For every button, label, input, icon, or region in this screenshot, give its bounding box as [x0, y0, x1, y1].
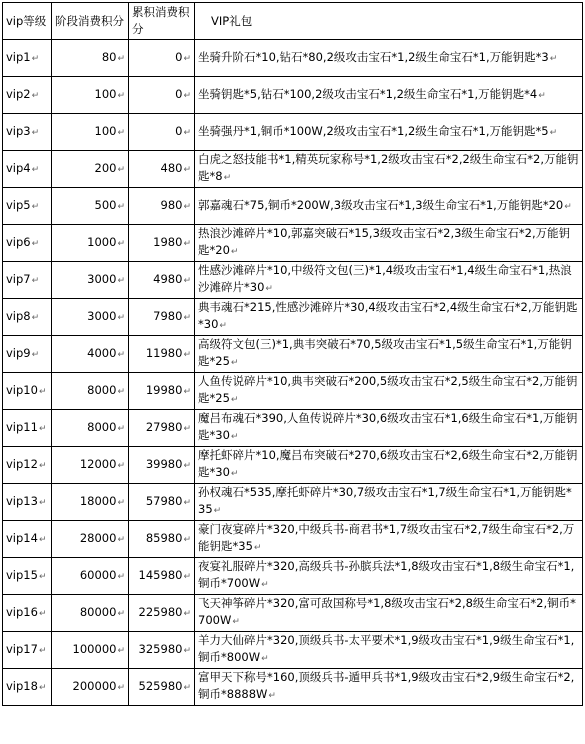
cell-stage-points: 18000↵: [52, 484, 129, 521]
cell-total-points: 11980↵: [129, 336, 195, 373]
cell-stage-points: 28000↵: [52, 521, 129, 558]
table-row: [3, 40, 583, 77]
paragraph-mark-icon: ↵: [38, 608, 47, 619]
table-row: [3, 188, 583, 225]
cell-gift: 郭嘉魂石*75,铜币*200W,3级攻击宝石*1,3级生命宝石*1,万能钥匙*20↵: [195, 188, 583, 225]
cell-level: vip12↵: [3, 447, 52, 484]
header-level: vip等级: [3, 3, 52, 40]
table-row: [3, 336, 583, 373]
paragraph-mark-icon: ↵: [183, 534, 191, 545]
paragraph-mark-icon: ↵: [538, 90, 546, 101]
paragraph-mark-icon: ↵: [31, 275, 40, 286]
paragraph-mark-icon: ↵: [183, 423, 191, 434]
cell-level: vip11↵: [3, 410, 52, 447]
paragraph-mark-icon: ↵: [38, 386, 47, 397]
cell-level: vip8↵: [3, 299, 52, 336]
cell-stage-points: 8000↵: [52, 373, 129, 410]
cell-stage-points: 200000↵: [52, 669, 129, 706]
paragraph-mark-icon: ↵: [117, 164, 125, 175]
paragraph-mark-icon: ↵: [38, 497, 47, 508]
cell-level: vip2↵: [3, 77, 52, 114]
cell-level: vip9↵: [3, 336, 52, 373]
cell-stage-points: 12000↵: [52, 447, 129, 484]
table-body: [3, 40, 583, 706]
table-row: [3, 373, 583, 410]
cell-total-points: 4980↵: [129, 262, 195, 299]
cell-level: vip7↵: [3, 262, 52, 299]
paragraph-mark-icon: ↵: [117, 682, 125, 693]
cell-gift: 羊力大仙碎片*320,顶级兵书-太平要术*1,9级攻击宝石*1,9级生命宝石*1,铜币*800W↵: [195, 632, 583, 669]
paragraph-mark-icon: ↵: [549, 127, 558, 138]
cell-stage-points: 500↵: [52, 188, 129, 225]
cell-level: vip10↵: [3, 373, 52, 410]
cell-stage-points: 100↵: [52, 77, 129, 114]
paragraph-mark-icon: ↵: [183, 201, 191, 212]
table-row: [3, 632, 583, 669]
cell-total-points: 0↵: [129, 77, 195, 114]
paragraph-mark-icon: ↵: [31, 127, 40, 138]
table-row: [3, 595, 583, 632]
cell-stage-points: 80↵: [52, 40, 129, 77]
paragraph-mark-icon: ↵: [219, 321, 227, 331]
paragraph-mark-icon: ↵: [253, 543, 262, 553]
paragraph-mark-icon: ↵: [230, 395, 239, 405]
cell-stage-points: 3000↵: [52, 299, 129, 336]
paragraph-mark-icon: ↵: [265, 284, 273, 294]
cell-total-points: 225980↵: [129, 595, 195, 632]
paragraph-mark-icon: ↵: [38, 423, 47, 434]
cell-total-points: 27980↵: [129, 410, 195, 447]
cell-gift: 富甲天下称号*160,顶级兵书-遁甲兵书*1,9级攻击宝石*2,9级生命宝石*2,铜币*8888W↵: [195, 669, 583, 706]
table-row: [3, 484, 583, 521]
table-row: [3, 521, 583, 558]
cell-gift: 白虎之怒技能书*1,精英玩家称号*1,2级攻击宝石*2,2级生命宝石*2,万能钥匙*8↵: [195, 151, 583, 188]
paragraph-mark-icon: ↵: [564, 201, 572, 212]
cell-total-points: 7980↵: [129, 299, 195, 336]
cell-level: vip13↵: [3, 484, 52, 521]
cell-level: vip4↵: [3, 151, 52, 188]
cell-stage-points: 100↵: [52, 114, 129, 151]
cell-gift: 豪门夜宴碎片*320,中级兵书-商君书*1,7级攻击宝石*2,7级生命宝石*2,万能钥匙*35↵: [195, 521, 583, 558]
cell-total-points: 325980↵: [129, 632, 195, 669]
cell-total-points: 57980↵: [129, 484, 195, 521]
paragraph-mark-icon: ↵: [38, 534, 47, 545]
paragraph-mark-icon: ↵: [117, 349, 125, 360]
header-total-points: 累积消费积分: [129, 3, 195, 40]
cell-gift: 夜宴礼服碎片*320,高级兵书-孙膑兵法*1,8级攻击宝石*1,8级生命宝石*1,铜币*700W↵: [195, 558, 583, 595]
cell-level: vip1↵: [3, 40, 52, 77]
cell-level: vip3↵: [3, 114, 52, 151]
paragraph-mark-icon: ↵: [31, 238, 40, 249]
cell-gift: 坐骑强丹*1,铜币*100W,2级攻击宝石*1,2级生命宝石*1,万能钥匙*5↵: [195, 114, 583, 151]
paragraph-mark-icon: ↵: [117, 238, 125, 249]
cell-gift: 性感沙滩碎片*10,中级符文包(三)*1,4级攻击宝石*1,4级生命宝石*1,热浪沙滩碎片*30↵: [195, 262, 583, 299]
paragraph-mark-icon: ↵: [183, 645, 191, 656]
cell-total-points: 480↵: [129, 151, 195, 188]
paragraph-mark-icon: ↵: [183, 275, 191, 286]
cell-gift: 孙权魂石*535,摩托虾碎片*30,7级攻击宝石*1,7级生命宝石*1,万能钥匙*35↵: [195, 484, 583, 521]
cell-level: vip15↵: [3, 558, 52, 595]
cell-stage-points: 100000↵: [52, 632, 129, 669]
paragraph-mark-icon: ↵: [31, 90, 40, 101]
cell-level: vip6↵: [3, 225, 52, 262]
paragraph-mark-icon: ↵: [183, 127, 191, 138]
paragraph-mark-icon: ↵: [261, 580, 269, 590]
table-row: [3, 262, 583, 299]
paragraph-mark-icon: ↵: [183, 90, 191, 101]
paragraph-mark-icon: ↵: [117, 571, 125, 582]
cell-total-points: 39980↵: [129, 447, 195, 484]
header-stage-points: 阶段消费积分: [52, 3, 129, 40]
cell-gift: 飞天神筝碎片*320,富可敌国称号*1,8级攻击宝石*2,8级生命宝石*2,铜币*700W↵: [195, 595, 583, 632]
paragraph-mark-icon: ↵: [230, 358, 239, 368]
vip-table: [2, 2, 583, 706]
paragraph-mark-icon: ↵: [183, 608, 191, 619]
paragraph-mark-icon: ↵: [117, 645, 125, 656]
paragraph-mark-icon: ↵: [38, 460, 47, 471]
paragraph-mark-icon: ↵: [183, 164, 191, 175]
table-row: [3, 77, 583, 114]
paragraph-mark-icon: ↵: [183, 571, 191, 582]
paragraph-mark-icon: ↵: [183, 349, 191, 360]
header-row: [3, 3, 583, 40]
paragraph-mark-icon: ↵: [117, 201, 125, 212]
table-row: [3, 225, 583, 262]
cell-gift: 坐骑升阶石*10,钻石*80,2级攻击宝石*1,2级生命宝石*1,万能钥匙*3↵: [195, 40, 583, 77]
paragraph-mark-icon: ↵: [117, 423, 125, 434]
cell-stage-points: 3000↵: [52, 262, 129, 299]
cell-gift: 人鱼传说碎片*10,典韦突破石*200,5级攻击宝石*2,5级生命宝石*2,万能钥匙*25↵: [195, 373, 583, 410]
paragraph-mark-icon: ↵: [117, 386, 125, 397]
header-gift: VIP礼包: [195, 3, 583, 40]
paragraph-mark-icon: ↵: [117, 497, 125, 508]
paragraph-mark-icon: ↵: [38, 682, 47, 693]
paragraph-mark-icon: ↵: [261, 654, 269, 664]
paragraph-mark-icon: ↵: [232, 617, 240, 627]
cell-gift: 坐骑钥匙*5,钻石*100,2级攻击宝石*1,2级生命宝石*1,万能钥匙*4↵: [195, 77, 583, 114]
paragraph-mark-icon: ↵: [31, 312, 40, 323]
paragraph-mark-icon: ↵: [183, 238, 191, 249]
cell-total-points: 0↵: [129, 114, 195, 151]
cell-total-points: 980↵: [129, 188, 195, 225]
cell-level: vip17↵: [3, 632, 52, 669]
cell-gift: 摩托虾碎片*10,魔吕布突破石*270,6级攻击宝石*2,6级生命宝石*2,万能钥匙*30↵: [195, 447, 583, 484]
paragraph-mark-icon: ↵: [117, 90, 125, 101]
table-row: [3, 114, 583, 151]
cell-gift: 魔吕布魂石*390,人鱼传说碎片*30,6级攻击宝石*1,6级生命宝石*1,万能钥匙*30↵: [195, 410, 583, 447]
paragraph-mark-icon: ↵: [549, 53, 558, 64]
paragraph-mark-icon: ↵: [117, 127, 125, 138]
cell-level: vip18↵: [3, 669, 52, 706]
table-row: [3, 669, 583, 706]
paragraph-mark-icon: ↵: [31, 53, 40, 64]
paragraph-mark-icon: ↵: [230, 432, 239, 442]
paragraph-mark-icon: ↵: [213, 506, 222, 516]
paragraph-mark-icon: ↵: [31, 349, 40, 360]
cell-stage-points: 80000↵: [52, 595, 129, 632]
table-row: [3, 151, 583, 188]
cell-total-points: 145980↵: [129, 558, 195, 595]
paragraph-mark-icon: ↵: [117, 53, 125, 64]
paragraph-mark-icon: ↵: [183, 460, 191, 471]
paragraph-mark-icon: ↵: [230, 247, 239, 257]
cell-gift: 典韦魂石*215,性感沙滩碎片*30,4级攻击宝石*2,4级生命宝石*2,万能钥匙*30↵: [195, 299, 583, 336]
paragraph-mark-icon: ↵: [38, 645, 47, 656]
cell-level: vip14↵: [3, 521, 52, 558]
cell-stage-points: 1000↵: [52, 225, 129, 262]
table-row: [3, 299, 583, 336]
paragraph-mark-icon: ↵: [31, 164, 40, 175]
cell-stage-points: 4000↵: [52, 336, 129, 373]
paragraph-mark-icon: ↵: [38, 571, 47, 582]
table-row: [3, 410, 583, 447]
paragraph-mark-icon: ↵: [230, 469, 239, 479]
paragraph-mark-icon: ↵: [183, 312, 191, 323]
cell-total-points: 19980↵: [129, 373, 195, 410]
table-header: [3, 3, 583, 40]
paragraph-mark-icon: ↵: [183, 386, 191, 397]
paragraph-mark-icon: ↵: [31, 201, 40, 212]
paragraph-mark-icon: ↵: [117, 275, 125, 286]
paragraph-mark-icon: ↵: [117, 534, 125, 545]
table-row: [3, 447, 583, 484]
cell-gift: 热浪沙滩碎片*10,郭嘉突破石*15,3级攻击宝石*2,3级生命宝石*2,万能钥匙*20↵: [195, 225, 583, 262]
paragraph-mark-icon: ↵: [268, 691, 276, 701]
cell-level: vip16↵: [3, 595, 52, 632]
paragraph-mark-icon: ↵: [183, 53, 191, 64]
cell-total-points: 0↵: [129, 40, 195, 77]
paragraph-mark-icon: ↵: [223, 173, 232, 183]
cell-stage-points: 60000↵: [52, 558, 129, 595]
cell-level: vip5↵: [3, 188, 52, 225]
cell-gift: 高级符文包(三)*1,典韦突破石*70,5级攻击宝石*1,5级生命宝石*1,万能钥匙*25↵: [195, 336, 583, 373]
paragraph-mark-icon: ↵: [117, 608, 125, 619]
cell-total-points: 85980↵: [129, 521, 195, 558]
paragraph-mark-icon: ↵: [117, 460, 125, 471]
paragraph-mark-icon: ↵: [183, 497, 191, 508]
table-row: [3, 558, 583, 595]
cell-total-points: 525980↵: [129, 669, 195, 706]
paragraph-mark-icon: ↵: [183, 682, 191, 693]
cell-total-points: 1980↵: [129, 225, 195, 262]
cell-stage-points: 200↵: [52, 151, 129, 188]
paragraph-mark-icon: ↵: [117, 312, 125, 323]
cell-stage-points: 8000↵: [52, 410, 129, 447]
